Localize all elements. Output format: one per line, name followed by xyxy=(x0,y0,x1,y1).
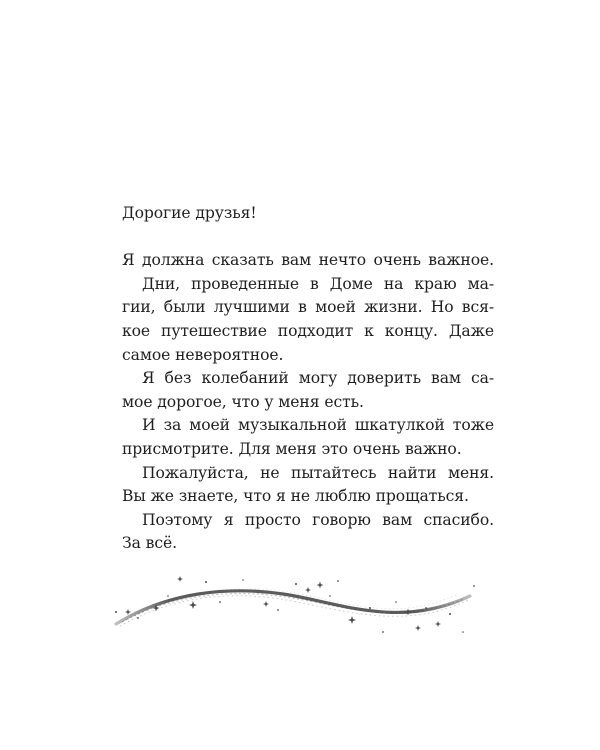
letter-line: гии, были лучшими в моей жизни. Но вся- xyxy=(122,298,494,317)
letter-line: За всё. xyxy=(122,534,177,553)
letter-line: И за моей музыкальной шкатулкой тоже xyxy=(142,416,494,435)
letter-line: Вы же знаете, что я не люблю прощаться. xyxy=(122,487,469,506)
letter-line: самое невероятное. xyxy=(122,345,284,364)
letter-line: кое путешествие подходит к концу. Даже xyxy=(122,321,494,340)
letter-line: мое дорогое, что у меня есть. xyxy=(122,392,364,411)
letter-line: Я должна сказать вам нечто очень важное. xyxy=(122,251,494,270)
letter-line: Я без колебаний могу доверить вам са- xyxy=(142,369,494,388)
letter-greeting: Дорогие друзья! xyxy=(122,204,257,222)
letter-line: присмотрите. Для меня это очень важно. xyxy=(122,439,462,458)
sparkle-swash-ornament-icon xyxy=(108,572,480,642)
letter-text xyxy=(122,202,494,556)
letter-line: Поэтому я просто говорю вам спасибо. xyxy=(142,510,494,529)
letter-line: Дни, проведенные в Доме на краю ма- xyxy=(142,274,494,293)
letter-body xyxy=(122,249,494,556)
letter-line: Пожалуйста, не пытайтесь найти меня. xyxy=(142,463,494,482)
